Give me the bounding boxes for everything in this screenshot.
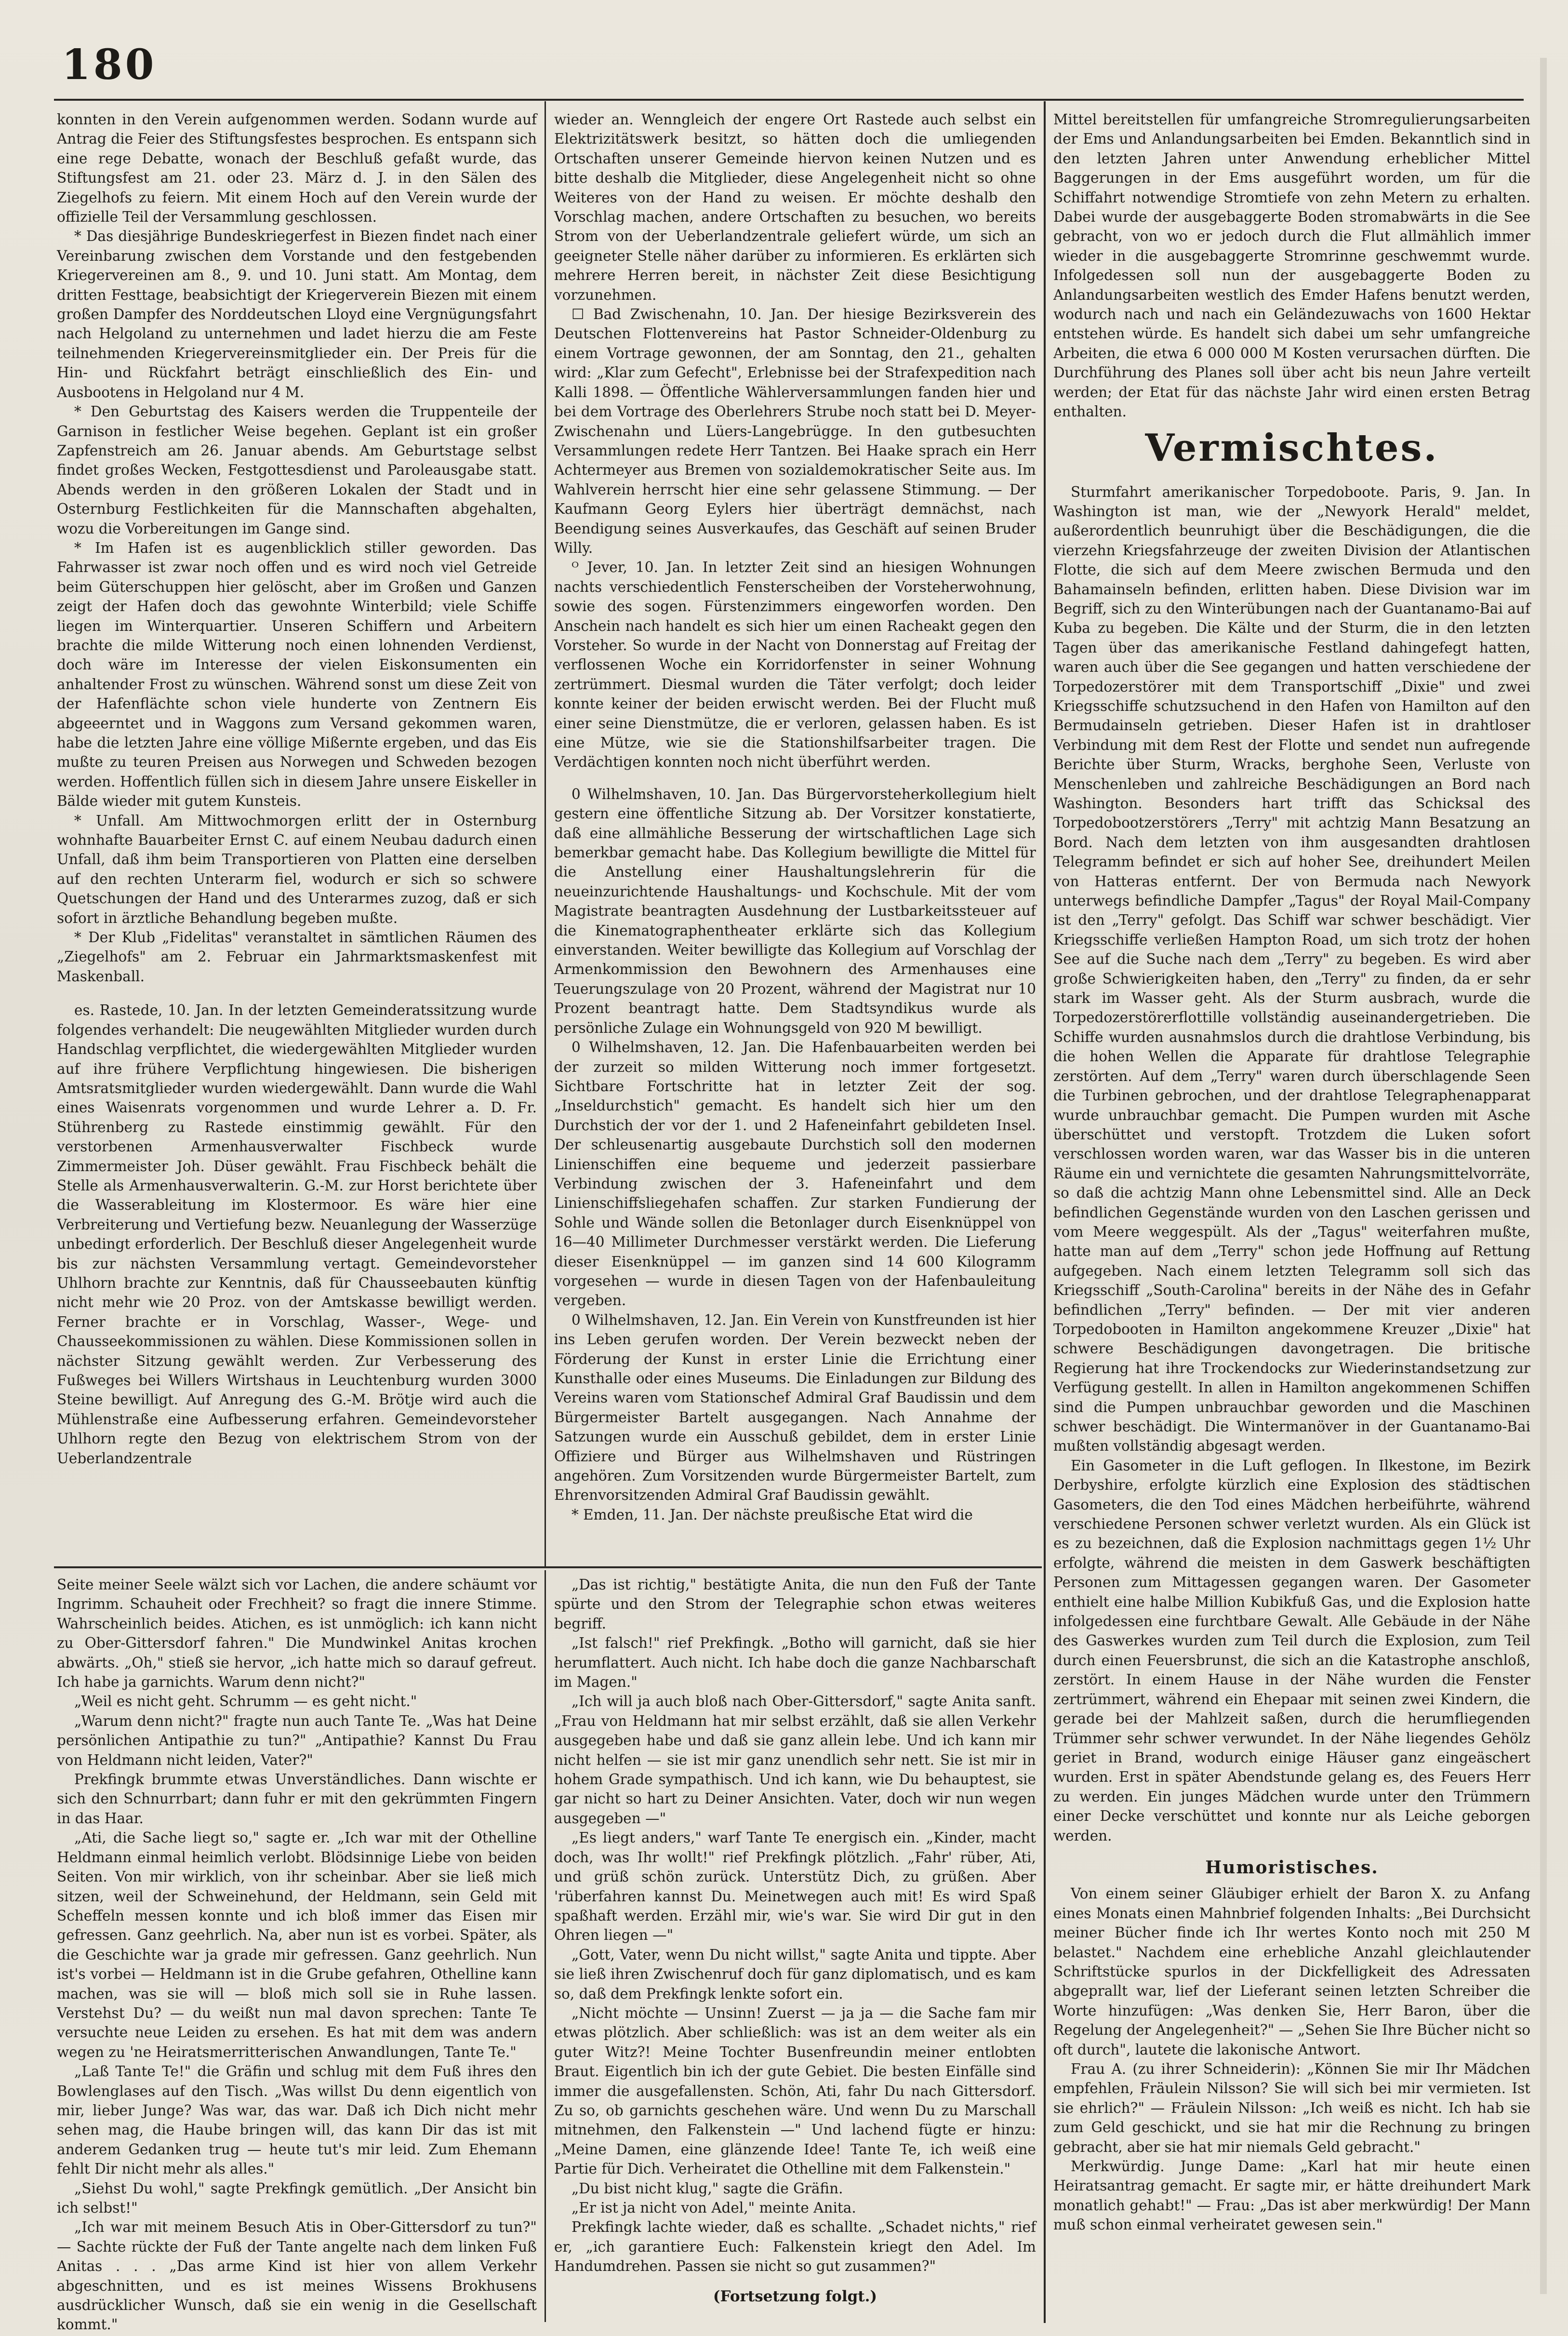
joke-glaeubiger: Von einem seiner Gläubiger erhielt der Baron X. zu Anfang eines Monats einen Mahnbrief folgenden Inhalts: „Bei Durchsicht meiner Bücher finde ich Ihr wertes Konto noch mit 250 M belastet." Nachdem eine erhebliche Anzahl gleichlautender Schriftstücke spurlos in der Dickfelligkeit des Adressaten abgeprallt war, lief der Lieferant seinen letzten Schreiber die Worte hinzufügen: „Was denken Sie, Herr Baron, über die Regelung der Angelegenheit?" — „Sehen Sie Ihre Bücher nicht so oft durch", lautete die lakonische Antwort. bbox=[1053, 1885, 1530, 2058]
story-paragraph: „Laß Tante Te!" die Gräfin und schlug mit dem Fuß ihres den Bowlenglases auf den Tisch. „Was willst Du denn eigentlich von mir, lieber Junge? Was war, das war. Daß ich Dich nicht mehr sehen mag, die Haube bringen will, das kann Dir das ist mit anderem Gedanken trug — heute tut's mir leid. Zum Ehemann fehlt Dir nicht mehr als alles." bbox=[57, 2063, 537, 2177]
story-paragraph: „Das ist richtig," bestätigte Anita, die nun den Fuß der Tante spürte und den Strom der Telegraphie schon etwas weiteres begriff. bbox=[554, 1576, 1036, 1632]
top-rule bbox=[54, 99, 1524, 101]
article-emden-cont: Mittel bereitstellen für umfangreiche Stromregulierungsarbeiten der Ems und Anlandungsarbeiten bei Emden. Bekanntlich sind in den letzten Jahren unter Anwendung erheblicher Mittel Baggerungen in der Ems ausgeführt worden, um für die Schiffahrt notwendige Stromtiefe von zehn Metern zu erhalten. Dabei wurde der ausgebaggerte Boden stromabwärts in die See gebracht, von wo er jedoch durch die Flut allmählich immer wieder in die ausgebaggerte Stromrinne geschwemmt wurde. Infolgedessen soll nun der ausgebaggerte Boden zu Anlandungsarbeiten westlich des Emder Hafens benutzt werden, wodurch nach und nach ein Geländezuwachs von 1600 Hektar entstehen würde. Es handelt sich dabei um sehr umfangreiche Arbeiten, die etwa 6 000 000 M Kosten verursachen dürften. Die Durchführung des Planes soll über acht bis neun Jahre verteilt werden; der Etat für das nächste Jahr wird einen ersten Betrag enthalten. bbox=[1053, 111, 1530, 420]
section-title-vermischtes: Vermischtes. bbox=[1145, 426, 1439, 470]
story-paragraph: „Ati, die Sache liegt so," sagte er. „Ich war mit der Othelline Heldmann einmal heimlich verlobt. Blödsinnige Liebe von beiden Seiten. Von mir wirklich, von ihr scheinbar. Aber sie ließ mich sitzen, weil der Schweinehund, der Heldmann, sein Geld mit Scheffeln messen konnte und ich bloß immer das Eisen mir gefressen. Ganz geehrlich. Na, aber nun ist es vorbei. Später, als die Geschichte war ja grade mir gefressen. Ganz geehrlich. Nun ist's vorbei — Heldmann ist in die Grube gefahren, Othelline kann machen, was sie will — bloß mich soll sie in Ruhe lassen. Verstehst Du? — du weißt nun mal davon sprechen: Tante Te versuchte neue Leiden zu ersehen. Es hat mit dem was andern wegen zu 'ne Heiratsmerritterischen Anwandlungen, Tante Te." bbox=[57, 1829, 537, 2060]
column-rule-1 bbox=[545, 101, 546, 1566]
article-hafen: * Im Hafen ist es augenblicklich stiller geworden. Das Fahrwasser ist zwar noch offen und es wird noch viel Getreide beim Güterschuppen hier gelöscht, aber im Großen und Ganzen zeigt der Hafen doch das gewohnte Winterbild; viele Schiffe liegen im Winterquartier. Unseren Schiffern und Arbeitern brachte die milde Witterung noch einen lohnenden Verdienst, doch wäre im Interesse der vielen Eiskonsumenten ein anhaltender Frost zu wünschen. Während sonst um diese Zeit von der Hafenflächte schon viele hunderte von Zentnern Eis abgeeerntet und in Waggons zum Versand gekommen waren, habe die letzten Jahre eine völlige Mißernte ergeben, und das Eis mußte zu teuren Preisen aus Norwegen und Schweden bezogen werden. Hoffentlich füllen sich in diesem Jahre unsere Eiskeller in Bälde wieder mit gutem Kunsteis. bbox=[57, 539, 537, 810]
story-paragraph: „Ist falsch!" rief Prekfingk. „Botho will garnicht, daß sie hier herumflattert. Auch nicht. Ich habe doch die ganze Nachbarschaft im Magen." bbox=[554, 1635, 1036, 1691]
story-column-rule bbox=[545, 1570, 546, 2322]
story-paragraph: „Es liegt anders," warf Tante Te energisch ein. „Kinder, macht doch, was Ihr wollt!" rief Prekfingk plötzlich. „Fahr' rüber, Ati, und grüß schön zurück. Unterstütz Dich, zu grüßen. Aber 'rüberfahren kannst Du. Meinetwegen auch mit! Es wird Spaß spaßhaft werden. Erzähl mir, wie's war. Sie wird Dir gut in den Ohren liegen —" bbox=[554, 1829, 1036, 1944]
story-paragraph: „Du bist nicht klug," sagte die Gräfin. bbox=[571, 2180, 843, 2197]
story-paragraph: „Gott, Vater, wenn Du nicht willst," sagte Anita und tippte. Aber sie ließ ihren Zwischenruf doch für ganz diplomatisch, und es kam so, daß dem Prekfingk lenkte sofort ein. bbox=[554, 1946, 1036, 2002]
story-paragraph: „Er ist ja nicht von Adel," meinte Anita. bbox=[571, 2200, 856, 2216]
continuation-note: (Fortsetzung folgt.) bbox=[713, 2287, 877, 2305]
page-number: 180 bbox=[62, 40, 157, 89]
article-gasometer: Ein Gasometer in die Luft geflogen. In Ilkestone, im Bezirk Derbyshire, erfolgte kürzlich eine Explosion des städtischen Gasometers, die den Tod eines Mädchen herbeiführte, während verschiedene Personen schwer verletzt wurden. Als ein Glück ist es zu bezeichnen, daß die Explosion nachmittags gegen 1½ Uhr erfolgte, während die meisten in dem Gaswerk beschäftigten Personen zum Mittagessen gegangen waren. Der Gasometer enthielt eine halbe Million Kubikfuß Gas, und die Explosion hatte infolgedessen eine furchtbare Gewalt. Alle Gebäude in der Nähe des Gaswerkes wurden zum Teil durch die Explosion, zum Teil durch einen Feuersbrunst, die sich an die Katastrophe anschloß, zerstört. In einem Hause in der Nähe wurden die Fenster zertrümmert, während ein Ehepaar mit seinen zwei Kindern, die gerade bei der Mahlzeit saßen, durch die herumfliegenden Trümmer sehr schwer verwundet. In der Nähe liegendes Gehölz geriet in Brand, wodurch einige Häuser ganz eingeäschert wurden. Erst in später Abendstunde gelang es, des Feuers Herr zu werden. Ein junges Mädchen wurde unter den Trümmern einer Decke verschüttet und konnte nur als Leiche geborgen werden. bbox=[1053, 1457, 1530, 1844]
article-jever: ᴼ Jever, 10. Jan. In letzter Zeit sind an hiesigen Wohnungen nachts verschiedentlich Fensterscheiben der Vorsteherwohnung, sowie des sogen. Fürstenzimmers eingeworfen worden. Den Anschein nach handelt es sich hier um einen Racheakt gegen den Vorsteher. So wurde in der Nacht von Donnerstag auf Freitag der verflossenen Woche ein Korridorfenster in seiner Wohnung zertrümmert. Diesmal wurden die Täter verfolgt; doch leider konnte keiner der beiden erwischt werden. Bei der Flucht muß einer seine Dienstmütze, die er verloren, gelassen haben. Es ist eine Mütze, wie sie die Stationshilfsarbeiter tragen. Die Verdächtigen konnten noch nicht überführt werden. bbox=[554, 559, 1036, 771]
section-title-humoristisches: Humoristisches. bbox=[1205, 1857, 1379, 1878]
story-paragraph: „Weil es nicht geht. Schrumm — es geht nicht." bbox=[74, 1693, 417, 1710]
article-bad-zwischenahn: ☐ Bad Zwischenahn, 10. Jan. Der hiesige Bezirksverein des Deutschen Flottenvereins hat Pastor Schneider-Oldenburg zu einem Vortrage gewonnen, der am Sonntag, den 21., gehalten wird: „Klar zum Gefecht", Erlebnisse bei der Strafexpedition nach Kalli 1898. — Öffentliche Wählerversammlungen fanden hier und bei dem Vortrage des Oberlehrers Strube noch statt bei D. Meyer-Zwischenahn und Lüers-Langebrügge. In den gutbesuchten Versammlungen redete Herr Tantzen. Bei Haake sprach ein Herr Achtermeyer aus Bremen von sozialdemokratischer Seite aus. Im Wahlverein herrscht hier eine sehr gelassene Stimmung. — Der Kaufmann Georg Eylers hier überträgt demnächst, nach Beendigung seines Ausverkaufes, das Geschäft auf seinen Bruder Willy. bbox=[554, 306, 1036, 556]
story-paragraph: „Warum denn nicht?" fragte nun auch Tante Te. „Was hat Deine persönlichen Antipathie zu tun?" „Antipathie? Kannst Du Frau von Heldmann nicht leiden, Vater?" bbox=[57, 1712, 537, 1768]
article-kaisers-geburtstag: * Den Geburtstag des Kaisers werden die Truppenteile der Garnison in festlicher Weise begehen. Geplant ist ein großer Zapfenstreich am 26. Januar abends. Am Geburtstage selbst findet großes Wecken, Festgottesdienst und Paroleausgabe statt. Abends werden in den größeren Lokalen der Stadt und in Osternburg Festlichkeiten für die Mannschaften abgehalten, wozu die Vorbereitungen im Gange sind. bbox=[57, 403, 537, 537]
page-edge-shadow bbox=[1540, 58, 1547, 2294]
column-1 bbox=[57, 110, 537, 1561]
story-column-right bbox=[554, 1575, 1036, 2321]
column-3 bbox=[1053, 110, 1530, 2322]
story-paragraph: „Siehst Du wohl," sagte Prekfingk gemütlich. „Der Ansicht bin ich selbst!" bbox=[57, 2180, 537, 2216]
article-unfall: * Unfall. Am Mittwochmorgen erlitt der in Osternburg wohnhafte Bauarbeiter Ernst C. auf einem Neubau dadurch einen Unfall, daß ihm beim Transportieren von Platten eine derselben auf den rechten Unterarm fiel, wodurch er sich so schwere Quetschungen der Hand und des Unterarmes zuzog, daß er sich sofort in ärztliche Behandlung begeben mußte. bbox=[57, 812, 537, 926]
article-wilhelmshaven-3: 0 Wilhelmshaven, 12. Jan. Ein Verein von Kunstfreunden ist hier ins Leben gerufen worden. Der Verein bezweckt neben der Förderung der Kunst in erster Linie die Errichtung einer Kunsthalle oder eines Museums. Die Einladungen zur Bildung des Vereins waren vom Stationschef Admiral Graf Baudissin und dem Bürgermeister Bartelt ausgegangen. Nach Annahme der Satzungen wurde ein Ausschuß gebildet, dem in erster Linie Offiziere und Bürger aus Wilhelmshaven und Rüstringen angehören. Zum Vorsitzenden wurde Bürgermeister Bartelt, zum Ehrenvorsitzenden Admiral Graf Baudissin gewählt. bbox=[554, 1311, 1036, 1504]
article-fidelitas: * Der Klub „Fidelitas" veranstaltet in sämtlichen Räumen des „Ziegelhofs" am 2. Februar ein Jahrmarktsmaskenfest mit Maskenball. bbox=[57, 929, 537, 985]
story-paragraph: „Nicht möchte — Unsinn! Zuerst — ja ja — die Sache fam mir etwas plötzlich. Aber schließlich: was ist an dem weiter als ein guter Witz?! Meine Tochter Busenfreundin meiner entlobten Braut. Eigentlich bin ich der gute Gebiet. Die besten Einfälle sind immer die ausgefallensten. Schön, Ati, fahr Du nach Gittersdorf. Zu so, ob garnichts geschehen wäre. Und wenn Du zu Marschall mitnehmen, den Falkenstein —" Und lachend fügte er hinzu: „Meine Damen, eine glänzende Idee! Tante Te, ich weiß eine Partie für Dich. Verheiratet die Othelline mit dem Falkenstein." bbox=[554, 2004, 1036, 2177]
article-bundeskriegerfest: * Das diesjährige Bundeskriegerfest in Biezen findet nach einer Vereinbarung zwischen dem Vorstande und den festgebenden Kriegervereinen am 8., 9. und 10. Juni statt. Am Montag, dem dritten Festtage, beabsichtigt der Kriegerverein Biezen mit einem großen Dampfer des Norddeutschen Lloyd eine Vergnügungsfahrt nach Helgoland zu unternehmen und ladet hierzu die am Feste teilnehmenden Kriegervereinsmitglieder ein. Der Preis für die Hin- und Rückfahrt beträgt einschließlich des Ein- und Ausbootens in Helgoland nur 4 M. bbox=[57, 228, 537, 400]
article-wilhelmshaven-1: 0 Wilhelmshaven, 10. Jan. Das Bürgervorsteherkollegium hielt gestern eine öffentliche Sitzung ab. Der Vorsitzer konstatierte, daß eine allmähliche Besserung der wirtschaftlichen Lage sich bemerkbar gemacht habe. Das Kollegium bewilligte die Mittel für die Anstellung einer Haushaltungslehrerin für die neueinzurichtende Haushaltungs- und Kochschule. Mit der vom Magistrate beantragten Ausdehnung der Lustbarkeitssteuer auf die Kinematographentheater erklärte sich das Kollegium einverstanden. Weiter bewilligte das Kollegium auf Vorschlag der Armenkommission den Bewohnern des Armenhauses eine Teuerungszulage von 20 Prozent, während der Magistrat nur 10 Prozent beantragt hatte. Dem Stadtsyndikus wurde als persönliche Zulage ein Wohnungsgeld von 920 M bewilligt. bbox=[554, 786, 1036, 1036]
story-paragraph: „Ich will ja auch bloß nach Ober-Gittersdorf," sagte Anita sanft. „Frau von Heldmann hat mir selbst erzählt, daß sie allen Verkehr ausgegeben habe und daß sie ganz allein lebe. Und ich kann mir nicht helfen — sie ist mir ganz unendlich sehr nett. Sie ist mir in hohem Grade sympathisch. Und ich kann, wie Du behauptest, sie gar nicht so hart zu Deiner Ansichten. Vater, doch wir nun wegen ausgegeben —" bbox=[554, 1693, 1036, 1827]
article-wilhelmshaven-2: 0 Wilhelmshaven, 12. Jan. Die Hafenbauarbeiten werden bei der zurzeit so milden Witterung noch immer fortgesetzt. Sichtbare Fortschritte hat in letzter Zeit der sog. „Inseldurchstich" gemacht. Es handelt sich hier um den Durchstich der vor der 1. und 2 Hafeneinfahrt gebildeten Insel. Der schleusenartig ausgebaute Durchstich soll den modernen Linienschiffen eine bequeme und jederzeit passierbare Verbindung zwischen der 3. Hafeneinfahrt und dem Linienschiffsliegehafen schaffen. Zur starken Fundierung der Sohle und Wände sollen die Betonlager durch Eisenknüppel von 16—40 Millimeter Durchmesser verstärkt werden. Die Lieferung dieser Eisenknüppel — im ganzen sind 14 600 Kilogramm vorgesehen — wurde in diesen Tagen von der Hafenbauleitung vergeben. bbox=[554, 1039, 1036, 1309]
article-emden: * Emden, 11. Jan. Der nächste preußische Etat wird die bbox=[571, 1506, 973, 1523]
story-paragraph: „Ich war mit meinem Besuch Atis in Ober-Gittersdorf zu tun?" — Sachte rückte der Fuß der Tante angelte nach dem linken Fuß Anitas . . . „Das arme Kind ist hier von allem Verkehr abgeschnitten, und es ist meines Wissens Brokhusens ausdrücklicher Wunsch, daß sie ein wenig in die Gesellschaft kommt." bbox=[57, 2219, 537, 2333]
story-paragraph: Seite meiner Seele wälzt sich vor Lachen, die andere schäumt vor Ingrimm. Schauheit oder Frechheit? so fragt die innere Stimme. Wahrscheinlich beides. Atichen, es ist unmöglich: ich kann nicht zu Ober-Gittersdorf fahren." Die Mundwinkel Anitas krochen abwärts. „Oh," stieß sie hervor, „ich hatte mich so darauf gefreut. Ich habe ja garnichts. Warum denn nicht?" bbox=[57, 1576, 537, 1691]
column-2 bbox=[554, 110, 1036, 1561]
story-paragraph: Prekfingk brummte etwas Unverständliches. Dann wischte er sich den Schnurrbart; dann fuhr er mit den gekrümmten Fingern in das Haar. bbox=[57, 1771, 537, 1827]
story-column-left bbox=[57, 1575, 537, 2333]
joke-merkwuerdig: Merkwürdig. Junge Dame: „Karl hat mir heute einen Heiratsantrag gemacht. Er sagte mir, er hätte dreihundert Mark monatlich gehabt!" — Frau: „Das ist aber merkwürdig! Der Mann muß schon einmal verheiratet gewesen sein." bbox=[1053, 2158, 1530, 2233]
article-verein: konnten in den Verein aufgenommen werden. Sodann wurde auf Antrag die Feier des Stiftungsfestes besprochen. Es entspann sich eine rege Debatte, wonach der Beschluß gefaßt wurde, das Stiftungsfest am 21. oder 23. März d. J. in den Sälen des Ziegelhofs zu feiern. Mit einem Hoch auf den Verein wurde der offizielle Teil der Versammlung geschlossen. bbox=[57, 111, 537, 226]
article-rastede: es. Rastede, 10. Jan. In der letzten Gemeinderatssitzung wurde folgendes verhandelt: Die neugewählten Mitglieder wurden durch Handschlag verpflichtet, die wiedergewählten Mitglieder wurden auf ihre frühere Verpflichtung hingewiesen. Die bisherigen Amtsratsmitglieder wurden wiedergewählt. Dann wurde die Wahl eines Waisenrats vorgenommen und wurde Lehrer a. D. Fr. Stührenberg zu Rastede einstimmig gewählt. Für den verstorbenen Armenhausverwalter Fischbeck wurde Zimmermeister Joh. Düser gewählt. Frau Fischbeck behält die Stelle als Armenhausverwalterin. G.-M. zur Horst berichtete über die Wasserableitung im Klostermoor. Es wäre hier eine Verbreiterung und Vertiefung bezw. Neuanlegung der Wasserzüge unbedingt erforderlich. Der Beschluß dieser Angelegenheit wurde bis zur nächsten Versammlung vertagt. Gemeindevorsteher Uhlhorn brachte zur Kenntnis, daß für Chausseebauten künftig nicht mehr wie 20 Proz. von der Amtskasse bewilligt werden. Ferner brachte er in Vorschlag, Wasser-, Wege- und Chausseekommissionen zu wählen. Diese Kommissionen sollen in nächster Sitzung gewählt werden. Zur Verbesserung des Fußweges bei Willers Wirtshaus in Leuchtenburg wurden 3000 Steine bewilligt. Auf Anregung des G.-M. Brötje wird auch die Mühlenstraße eine Aufbesserung erfahren. Gemeindevorsteher Uhlhorn regte den Bezug von elektrischem Strom von der Ueberlandzentrale bbox=[57, 1002, 537, 1467]
column-rule-2 bbox=[1044, 101, 1046, 2323]
story-paragraph: Prekfingk lachte wieder, daß es schallte. „Schadet nichts," rief er, „ich garantiere Euch: Falkenstein kriegt den Adel. Im Handumdrehen. Passen sie nicht so gut zusammen?" bbox=[554, 2219, 1036, 2275]
article-sturmfahrt: Sturmfahrt amerikanischer Torpedoboote. Paris, 9. Jan. In Washington ist man, wie der „Newyork Herald" meldet, außerordentlich beunruhigt über die Beschädigungen, die die vierzehn Kriegsfahrzeuge der zweiten Division der Atlantischen Flotte, die sich auf dem Meere zwischen Bermuda und den Bahamainseln befinden, erlitten haben. Diese Division war im Begriff, sich zu den Winterübungen nach der Guantanamo-Bai auf Kuba zu begeben. Die Kälte und der Sturm, die in den letzten Tagen über das amerikanische Festland dahingefegt hatten, waren auch über die See gegangen und hatten verschiedene der Torpedozerstörer mit dem Transportschiff „Dixie" und zwei Kriegsschiffe schutzsuchend in den Hafen von Hamilton auf den Bermudainseln getrieben. Dieser Hafen ist in drahtloser Verbindung mit dem Rest der Flotte und sendet nun aufregende Berichte über Sturm, Wracks, berghohe Seen, Verluste von Menschenleben und zahlreiche Beschädigungen an Bord nach Washington. Besonders hart trifft das Schicksal des Torpedobootzerstörers „Terry" mit achtzig Mann Besatzung an Bord. Nach dem letzten von ihm ausgesandten drahtlosen Telegramm befindet er sich auf hoher See, dreihundert Meilen von Hatteras entfernt. Der von Bermuda nach Newyork unterwegs befindliche Dampfer „Tagus" der Royal Mail-Company ist den „Terry" gefolgt. Das Schiff war schwer beschädigt. Vier Kriegsschiffe verließen Hampton Road, um sich trotz der hohen See auf die Suche nach dem „Terry" zu begeben. Es wird aber große Schwierigkeiten haben, den „Terry" zu finden, da er sehr stark im Wasser geht. Als der Sturm ausbrach, wurde die Torpedozerstörerflottille vollständig auseinandergetrieben. Die Schiffe wurden ausnahmslos durch die drahtlose Verbindung, bis die hohen Wellen die Apparate für drahtlose Telegraphie zerstörten. Auf dem „Terry" waren durch überschlagende Seen die Turbinen gebrochen, und der drahtlose Telegraphenapparat wurde unbrauchbar gemacht. Die Pumpen wurden mit Asche überschüttet und verstopft. Trotzdem die Luken sofort verschlossen worden waren, war das Wasser bis in die unteren Räume ein und vernichtete die gesamten Nahrungsmittelvorräte, so daß die achtzig Mann ohne Lebensmittel sind. Alle an Deck befindlichen Gegenstände wurden von den Laschen gerissen und vom Meere weggespült. Als der „Tagus" weiterfahren mußte, hatte man auf dem „Terry" schon jede Hoffnung auf Rettung aufgegeben. Nach einem letzten Telegramm soll sich das Kriegsschiff „South-Carolina" bereits in der Nähe des in Gefahr befindlichen „Terry" befinden. — Der mit vier anderen Torpedobooten in Hamilton angekommene Kreuzer „Dixie" hat schwere Beschädigungen davongetragen. Die britische Regierung hat ihre Trockendocks zur Wiederinstandsetzung zur Verfügung gestellt. In allen in Hamilton angekommenen Schiffen sind die Pumpen unbrauchbar geworden und die Maschinen schwer beschädigt. Die Wintermanöver in der Guantanamo-Bai mußten vollständig abgesagt werden. bbox=[1053, 483, 1530, 1455]
feuilleton-rule bbox=[54, 1566, 1042, 1568]
article-rastede-cont: wieder an. Wenngleich der engere Ort Rastede auch selbst ein Elektrizitätswerk besitzt, so hätten doch die umliegenden Ortschaften unserer Gemeinde hiervon keinen Nutzen und es bitte deshalb die Mitglieder, diese Angelegenheit nicht so ohne Weiteres von der Hand zu weisen. Er möchte deshalb den Vorschlag machen, andere Ortschaften zu besuchen, wo bereits Strom von der Ueberlandzentrale geliefert würde, um sich an geeigneter Stelle näher darüber zu informieren. Es erklärten sich mehrere Herren bereit, in nächster Zeit diese Besichtigung vorzunehmen. bbox=[554, 111, 1036, 303]
joke-schneiderin: Frau A. (zu ihrer Schneiderin): „Können Sie mir Ihr Mädchen empfehlen, Fräulein Nilsson? Sie will sich bei mir vermieten. Ist sie ehrlich?" — Fräulein Nilsson: „Ich weiß es nicht. Ich hab sie zum Geld geschickt, und sie hat mir die Rechnung zu bringen gebracht, aber sie hat mir niemals Geld gebracht." bbox=[1053, 2061, 1530, 2155]
